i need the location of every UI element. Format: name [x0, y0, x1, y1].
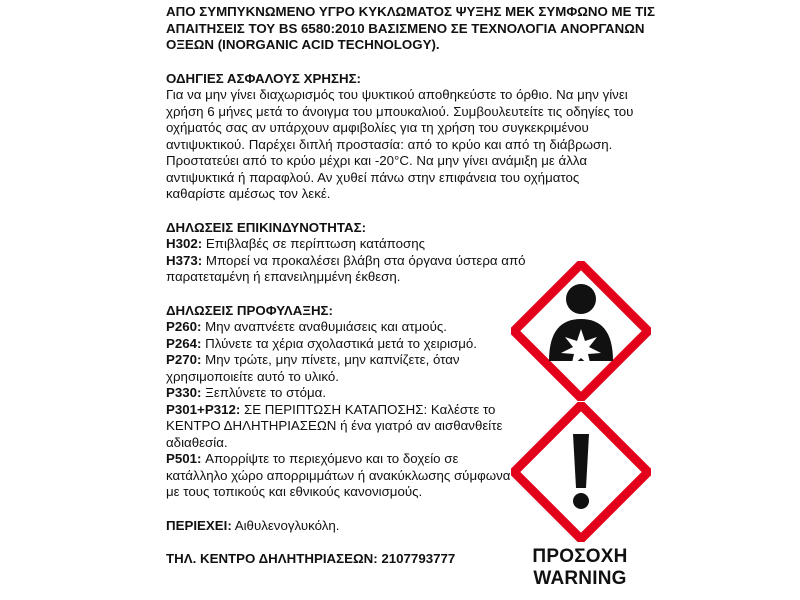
precaution-statement: P270: Μην τρώτε, μην πίνετε, μην καπνίζετε, όταν χρησιμοποιείτε αυτό το υλικό. — [166, 352, 460, 384]
health-hazard-icon — [511, 261, 651, 401]
precaution-statement: P264: Πλύνετε τα χέρια σχολαστικά μετά το χειρισμό. — [166, 335, 477, 351]
health-hazard-pictogram — [511, 261, 651, 401]
precaution-statement: P301+P312: ΣΕ ΠΕΡΙΠΤΩΣΗ ΚΑΤΑΠΟΣΗΣ: Καλέστε το ΚΕΝΤΡΟ ΔΗΛΗΤΗΡΙΑΣΕΩΝ ή ένα γιατρό αν αισθανθείτε αδιαθεσία. — [166, 401, 503, 450]
exclamation-pictogram — [511, 402, 651, 542]
precaution-heading: ΔΗΛΩΣΕΙΣ ΠΡΟΦΥΛΑΞΗΣ: — [166, 302, 333, 318]
poison-center-line: ΤΗΛ. ΚΕΝΤΡΟ ΔΗΛΗΤΗΡΙΑΣΕΩΝ: 2107793777 — [166, 551, 456, 566]
contains-line: ΠΕΡΙΕΧΕΙ: Αιθυλενογλυκόλη. — [166, 517, 340, 533]
product-title: ΑΠΟ ΣΥΜΠΥΚΝΩΜΕΝΟ ΥΓΡΟ ΚΥΚΛΩΜΑΤΟΣ ΨΥΞΗΣ ΜΕΚ ΣΥΜΦΩΝΟ ΜΕ ΤΙΣ ΑΠΑΙΤΗΣΕΙΣ ΤΟΥ BS 6580:2010 ΒΑΣΙΣΜΕΝΟ ΣΕ ΤΕΧΝΟΛΟΓΙΑ ΑΝΟΡΓΑΝΩΝ ΟΞΕΩΝ (INORGANIC ACID TECHNOLOGY). — [166, 4, 655, 52]
signal-word-english: WARNING — [533, 568, 627, 589]
hazard-statement: H373: Μπορεί να προκαλέσει βλάβη στα όργανα ύστερα από παρατεταμένη ή επανειλημμένη έκθεση. — [166, 252, 526, 284]
precaution-statement: P260: Μην αναπνέετε αναθυμιάσεις και ατμούς. — [166, 319, 447, 334]
exclamation-mark-icon — [511, 402, 651, 542]
hazard-statement: H302: Επιβλαβές σε περίπτωση κατάποσης — [166, 236, 426, 251]
safe-use-text: Για να μην γίνει διαχωρισμός του ψυκτικού αποθηκεύστε το όρθιο. Να μην γίνει χρήση 6 μήνες μετά το άνοιγμα του μπουκαλιού. Συμβουλευτείτε τις οδηγίες του οχήματός σας αν υπάρχουν αμφιβολίες για τη χρήση του συγκεκριμένου αντιψυκτικού. Παρέχει διπλή προστασία: από το κρύο και από τη διάβρωση. Προστατεύει από το κρύο μέχρι και -20°C. Να μην γίνει ανάμιξη με άλλα αντιψυκτικά ή παραφλού. Αν χυθεί πάνω στην επιφάνεια του οχήματος καθαρίστε αμέσως τον λεκέ. — [166, 87, 634, 201]
hazard-heading: ΔΗΛΩΣΕΙΣ ΕΠΙΚΙΝΔΥΝΟΤΗΤΑΣ: — [166, 219, 367, 235]
signal-word-greek: ΠΡΟΣΟΧΗ — [532, 546, 628, 567]
precaution-statement: P501: Απορρίψτε το περιεχόμενο και το δοχείο σε κατάλληλο χώρο απορριμμάτων ή ανακύκλωσης σύμφωνα με τους τοπικούς και εθνικούς κανονισμούς. — [166, 451, 511, 499]
safe-use-heading: ΟΔΗΓΙΕΣ ΑΣΦΑΛΟΥΣ ΧΡΗΣΗΣ: — [166, 70, 361, 86]
precaution-statement: P330: Ξεπλύνετε το στόμα. — [166, 385, 327, 400]
